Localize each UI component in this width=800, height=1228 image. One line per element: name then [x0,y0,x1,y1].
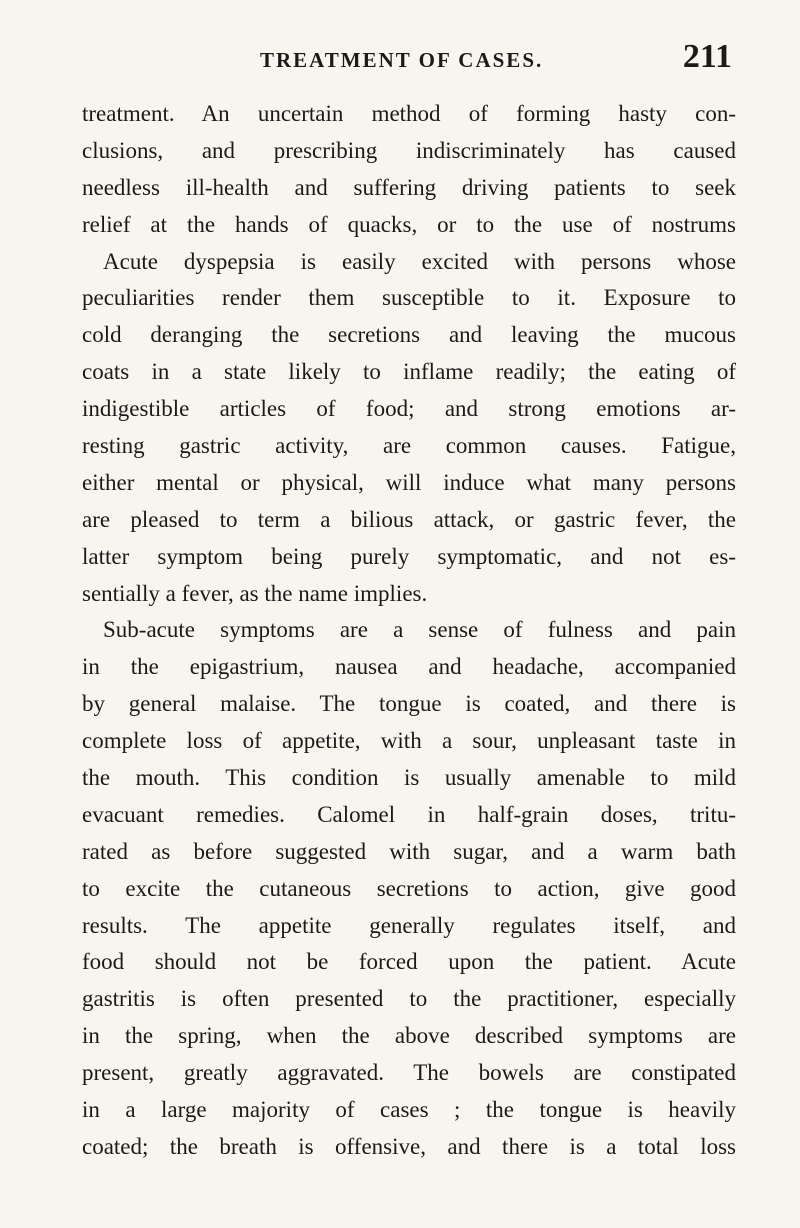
text-line: gastritis is often presented to the practitioner, especially [82,986,736,1012]
text-line: Acute dyspepsia is easily excited with persons whose [103,248,736,274]
text-line: the mouth. This condition is usually amenable to mild [82,765,736,791]
text-line: indigestible articles of food; and strong emotions ar- [82,396,736,422]
text-line: peculiarities render them susceptible to it. Exposure to [82,285,736,311]
page-number: 211 [682,38,732,75]
text-line: sentially a fever, as the name implies. [82,580,428,606]
text-line: clusions, and prescribing indiscriminately has caused [82,137,736,163]
text-line: relief at the hands of quacks, or to the use of nostrums [82,211,736,237]
text-line: to excite the cutaneous secretions to action, give good [82,875,736,901]
text-line: in a large majority of cases ; the tongue is heavily [82,1097,736,1123]
text-line: by general malaise. The tongue is coated, and there is [82,691,736,717]
text-line: needless ill-health and suffering driving patients to seek [82,174,736,200]
text-line: results. The appetite generally regulates itself, and [82,912,736,938]
text-line: latter symptom being purely symptomatic, and not es- [82,543,736,569]
text-line: complete loss of appetite, with a sour, unpleasant taste in [82,728,736,754]
text-line: rated as before suggested with sugar, and a warm bath [82,838,736,864]
text-line: in the spring, when the above described symptoms are [82,1023,736,1049]
text-line: coats in a state likely to inflame readily; the eating of [82,359,736,385]
text-line: coated; the breath is offensive, and there is a total loss [82,1133,736,1159]
text-line: in the epigastrium, nausea and headache, accompanied [82,654,736,680]
text-line: Sub-acute symptoms are a sense of fulness and pain [103,617,736,643]
text-line: cold deranging the secretions and leaving the mucous [82,322,736,348]
text-line: are pleased to term a bilious attack, or gastric fever, the [82,506,736,532]
text-line: treatment. An uncertain method of forming hasty con- [82,101,736,126]
text-line: evacuant remedies. Calomel in half-grain doses, tritu- [82,801,736,827]
text-line: present, greatly aggravated. The bowels are constipated [82,1060,736,1086]
text-line: food should not be forced upon the patient. Acute [82,949,736,975]
text-line: either mental or physical, will induce what many persons [82,469,736,495]
running-title: TREATMENT OF CASES. [260,48,544,72]
running-head [82,38,732,84]
body-text [82,96,736,1166]
text-line: resting gastric activity, are common causes. Fatigue, [82,433,736,459]
